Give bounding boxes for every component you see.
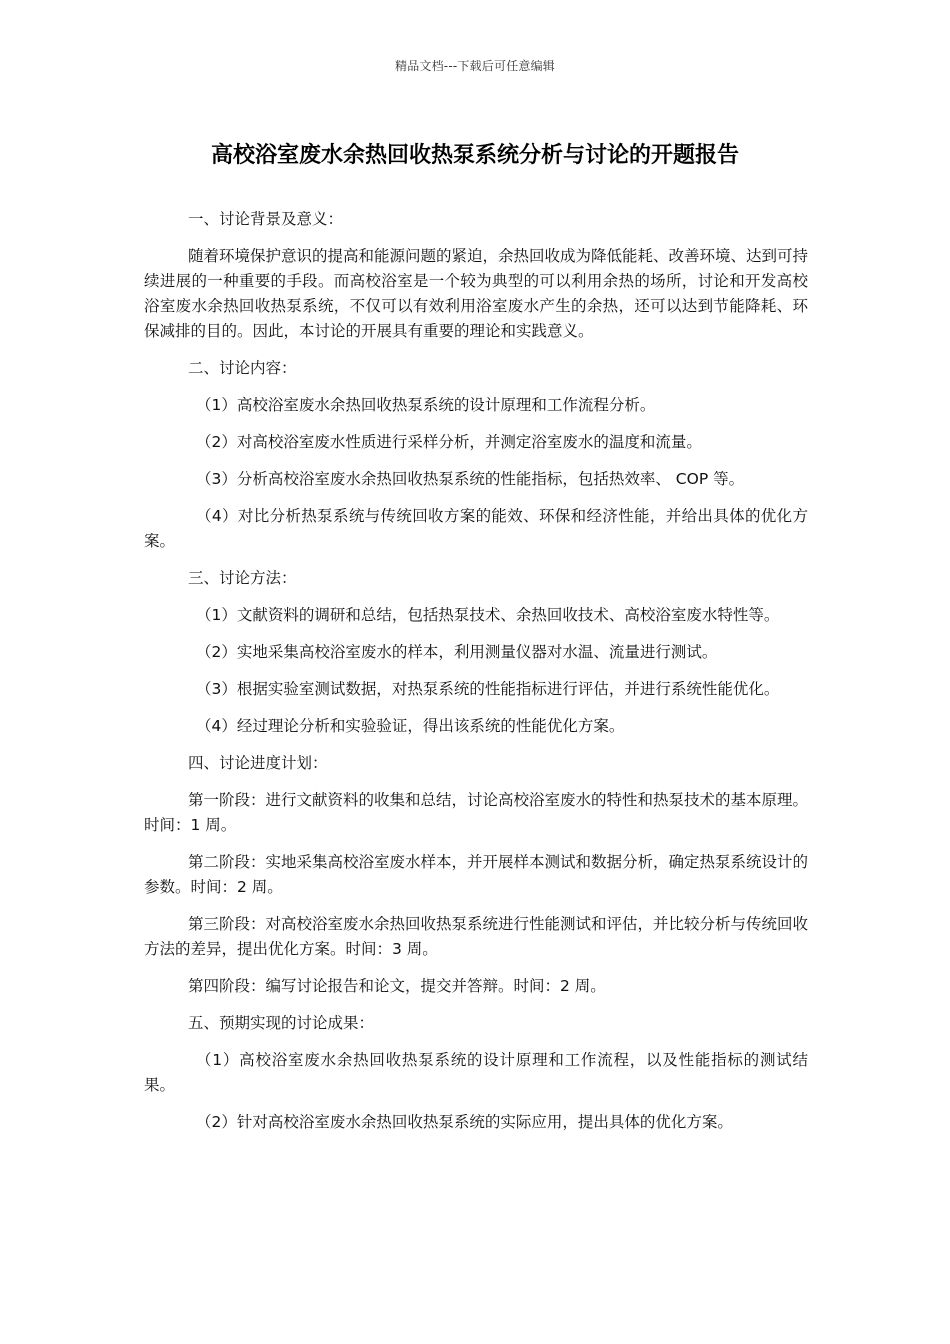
schedule-stage-2: 第二阶段：实地采集高校浴室废水样本，并开展样本测试和数据分析，确定热泵系统设计的参数。时间：2 周。 xyxy=(144,853,809,896)
document-body xyxy=(144,207,808,1147)
schedule-stage-4: 第四阶段：编写讨论报告和论文，提交并答辩。时间：2 周。 xyxy=(188,977,606,995)
header-note: 精品文档---下载后可任意编辑 xyxy=(395,59,555,73)
method-item-2: （2）实地采集高校浴室废水的样本，利用测量仪器对水温、流量进行测试。 xyxy=(196,643,718,661)
method-item-4: （4）经过理论分析和实验验证，得出该系统的性能优化方案。 xyxy=(196,717,625,735)
method-item-3: （3）根据实验室测试数据，对热泵系统的性能指标进行评估，并进行系统性能优化。 xyxy=(196,680,780,698)
document-title: 高校浴室废水余热回收热泵系统分析与讨论的开题报告 xyxy=(210,143,739,168)
outcome-item-2: （2）针对高校浴室废水余热回收热泵系统的实际应用，提出具体的优化方案。 xyxy=(196,1113,733,1131)
section-heading-methods: 三、讨论方法： xyxy=(188,569,297,587)
schedule-stage-1: 第一阶段：进行文献资料的收集和总结，讨论高校浴室废水的特性和热泵技术的基本原理。时间：1 周。 xyxy=(144,791,809,834)
content-item-1: （1）高校浴室废水余热回收热泵系统的设计原理和工作流程分析。 xyxy=(196,396,656,414)
section-heading-outcomes: 五、预期实现的讨论成果： xyxy=(188,1014,375,1032)
outcome-item-1: （1）高校浴室废水余热回收热泵系统的设计原理和工作流程，以及性能指标的测试结果。 xyxy=(144,1051,808,1094)
content-item-2: （2）对高校浴室废水性质进行采样分析，并测定浴室废水的温度和流量。 xyxy=(196,433,702,451)
section-heading-content: 二、讨论内容： xyxy=(188,359,297,377)
paragraph-background: 随着环境保护意识的提高和能源问题的紧迫，余热回收成为降低能耗、改善环境、达到可持续进展的一种重要的手段。而高校浴室是一个较为典型的可以利用余热的场所，讨论和开发高校浴室废水余热回收热泵系统，不仅可以有效利用浴室废水产生的余热，还可以达到节能降耗、环保减排的目的。因此，本讨论的开展具有重要的理论和实践意义。 xyxy=(144,247,809,340)
content-item-4: （4）对比分析热泵系统与传统回收方案的能效、环保和经济性能，并给出具体的优化方案。 xyxy=(144,507,808,550)
method-item-1: （1）文献资料的调研和总结，包括热泵技术、余热回收技术、高校浴室废水特性等。 xyxy=(196,606,780,624)
content-item-3: （3）分析高校浴室废水余热回收热泵系统的性能指标，包括热效率、 COP 等。 xyxy=(196,470,745,488)
section-heading-schedule: 四、讨论进度计划： xyxy=(188,754,328,772)
schedule-stage-3: 第三阶段：对高校浴室废水余热回收热泵系统进行性能测试和评估，并比较分析与传统回收方法的差异，提出优化方案。时间：3 周。 xyxy=(144,915,809,958)
section-heading-background: 一、讨论背景及意义： xyxy=(188,210,344,228)
